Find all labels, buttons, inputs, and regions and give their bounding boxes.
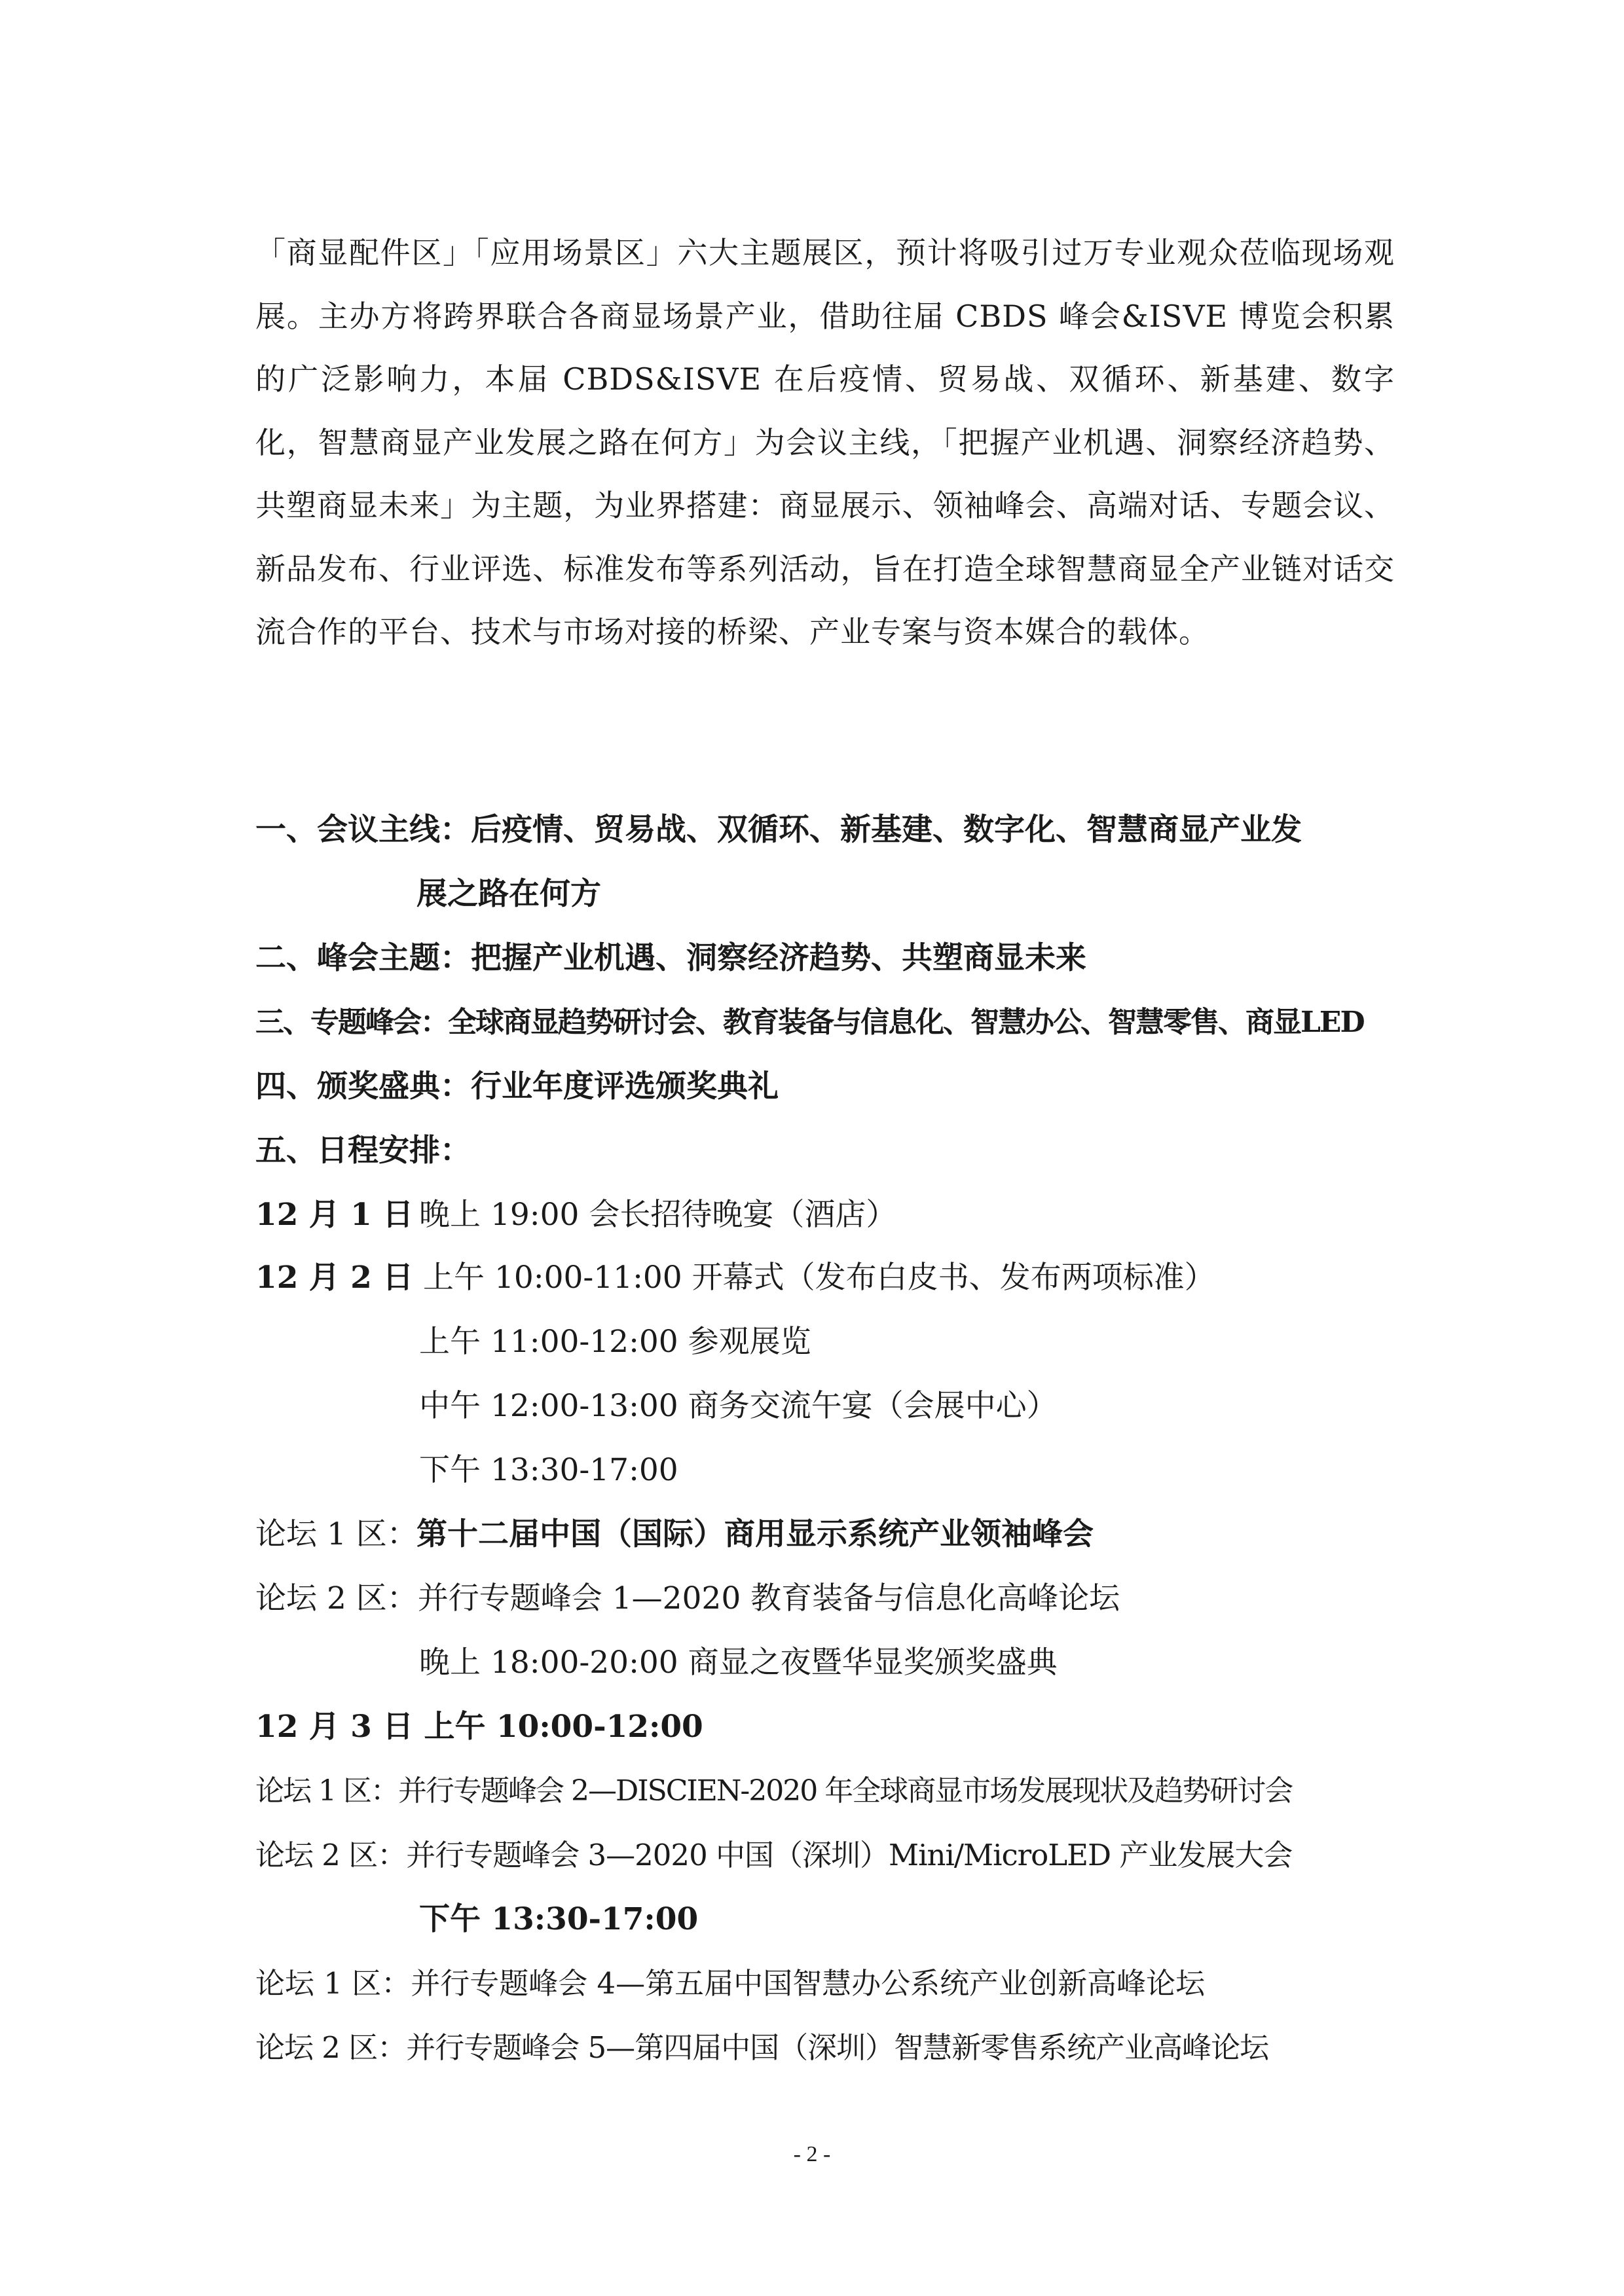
schedule-dec2-forum1-title: 第十二届中国（国际）商用显示系统产业领袖峰会	[416, 1516, 1094, 1552]
schedule-dec1-event: 晚上 19:00 会长招待晚宴（酒店）	[419, 1197, 897, 1233]
intro-paragraph	[255, 221, 1395, 664]
schedule-dec3-pm-forum2: 论坛 2 区：并行专题峰会 5—第四届中国（深圳）智慧新零售系统产业高峰论坛	[255, 2030, 1269, 2065]
section-special-summits: 三、专题峰会：全球商显趋势研讨会、教育装备与信息化、智慧办公、智慧零售、商显LED	[255, 1006, 1364, 1039]
schedule-dec2-event-3: 中午 12:00-13:00 商务交流午宴（会展中心）	[419, 1388, 1058, 1424]
schedule-dec2-forum1-label: 论坛 1 区：	[255, 1516, 418, 1552]
section-award-ceremony: 四、颁奖盛典：行业年度评选颁奖典礼	[255, 1068, 779, 1104]
schedule-dec2-event-1: 上午 10:00-11:00 开幕式（发布白皮书、发布两项标准）	[423, 1260, 1215, 1296]
schedule-dec1-date: 12 月 1 日	[255, 1197, 414, 1233]
section-schedule-heading: 五、日程安排：	[255, 1133, 471, 1169]
schedule-dec2-event-2: 上午 11:00-12:00 参观展览	[419, 1324, 811, 1360]
schedule-dec3-pm-forum1: 论坛 1 区：并行专题峰会 4—第五届中国智慧办公系统产业创新高峰论坛	[255, 1966, 1206, 2001]
page-number: - 2 -	[793, 2142, 831, 2166]
section-summit-theme: 二、峰会主题：把握产业机遇、洞察经济趋势、共塑商显未来	[255, 940, 1086, 976]
intro-text: 「商显配件区」「应用场景区」六大主题展区，预计将吸引过万专业观众莅临现场观展。主办方将跨界联合各商显场景产业，借助往届 CBDS 峰会&ISVE 博览会积累的广泛影响力，本届 CBDS&ISVE 在后疫情、贸易战、双循环、新基建、数字化，智慧商显产业发展之路在何方」为会议主线，「把握产业机遇、洞察经济趋势、共塑商显未来」为主题，为业界搭建：商显展示、领袖峰会、高端对话、专题会议、新品发布、行业评选、标准发布等系列活动，旨在打造全球智慧商显全产业链对话交流合作的平台、技术与市场对接的桥梁、产业专案与资本媒合的载体。	[255, 235, 1395, 649]
schedule-dec3-am-forum2: 论坛 2 区：并行专题峰会 3—2020 中国（深圳）Mini/MicroLED 产业发展大会	[255, 1838, 1293, 1872]
schedule-dec2-event-4: 下午 13:30-17:00	[419, 1452, 678, 1488]
schedule-dec2-forum2: 论坛 2 区：并行专题峰会 1—2020 教育装备与信息化高峰论坛	[255, 1580, 1120, 1616]
schedule-dec3-heading: 12 月 3 日 上午 10:00-12:00	[255, 1709, 703, 1745]
section-meeting-theme-line2: 展之路在何方	[416, 876, 601, 912]
schedule-dec2-evening: 晚上 18:00-20:00 商显之夜暨华显奖颁奖盛典	[419, 1645, 1058, 1681]
schedule-dec2-date: 12 月 2 日	[255, 1260, 414, 1296]
schedule-dec3-am-forum1: 论坛 1 区：并行专题峰会 2—DISCIEN-2020 年全球商显市场发展现状及趋势研讨会	[255, 1774, 1293, 1808]
schedule-dec3-pm-heading: 下午 13:30-17:00	[419, 1901, 699, 1937]
section-meeting-theme-line1: 一、会议主线：后疫情、贸易战、双循环、新基建、数字化、智慧商显产业发	[255, 812, 1302, 848]
